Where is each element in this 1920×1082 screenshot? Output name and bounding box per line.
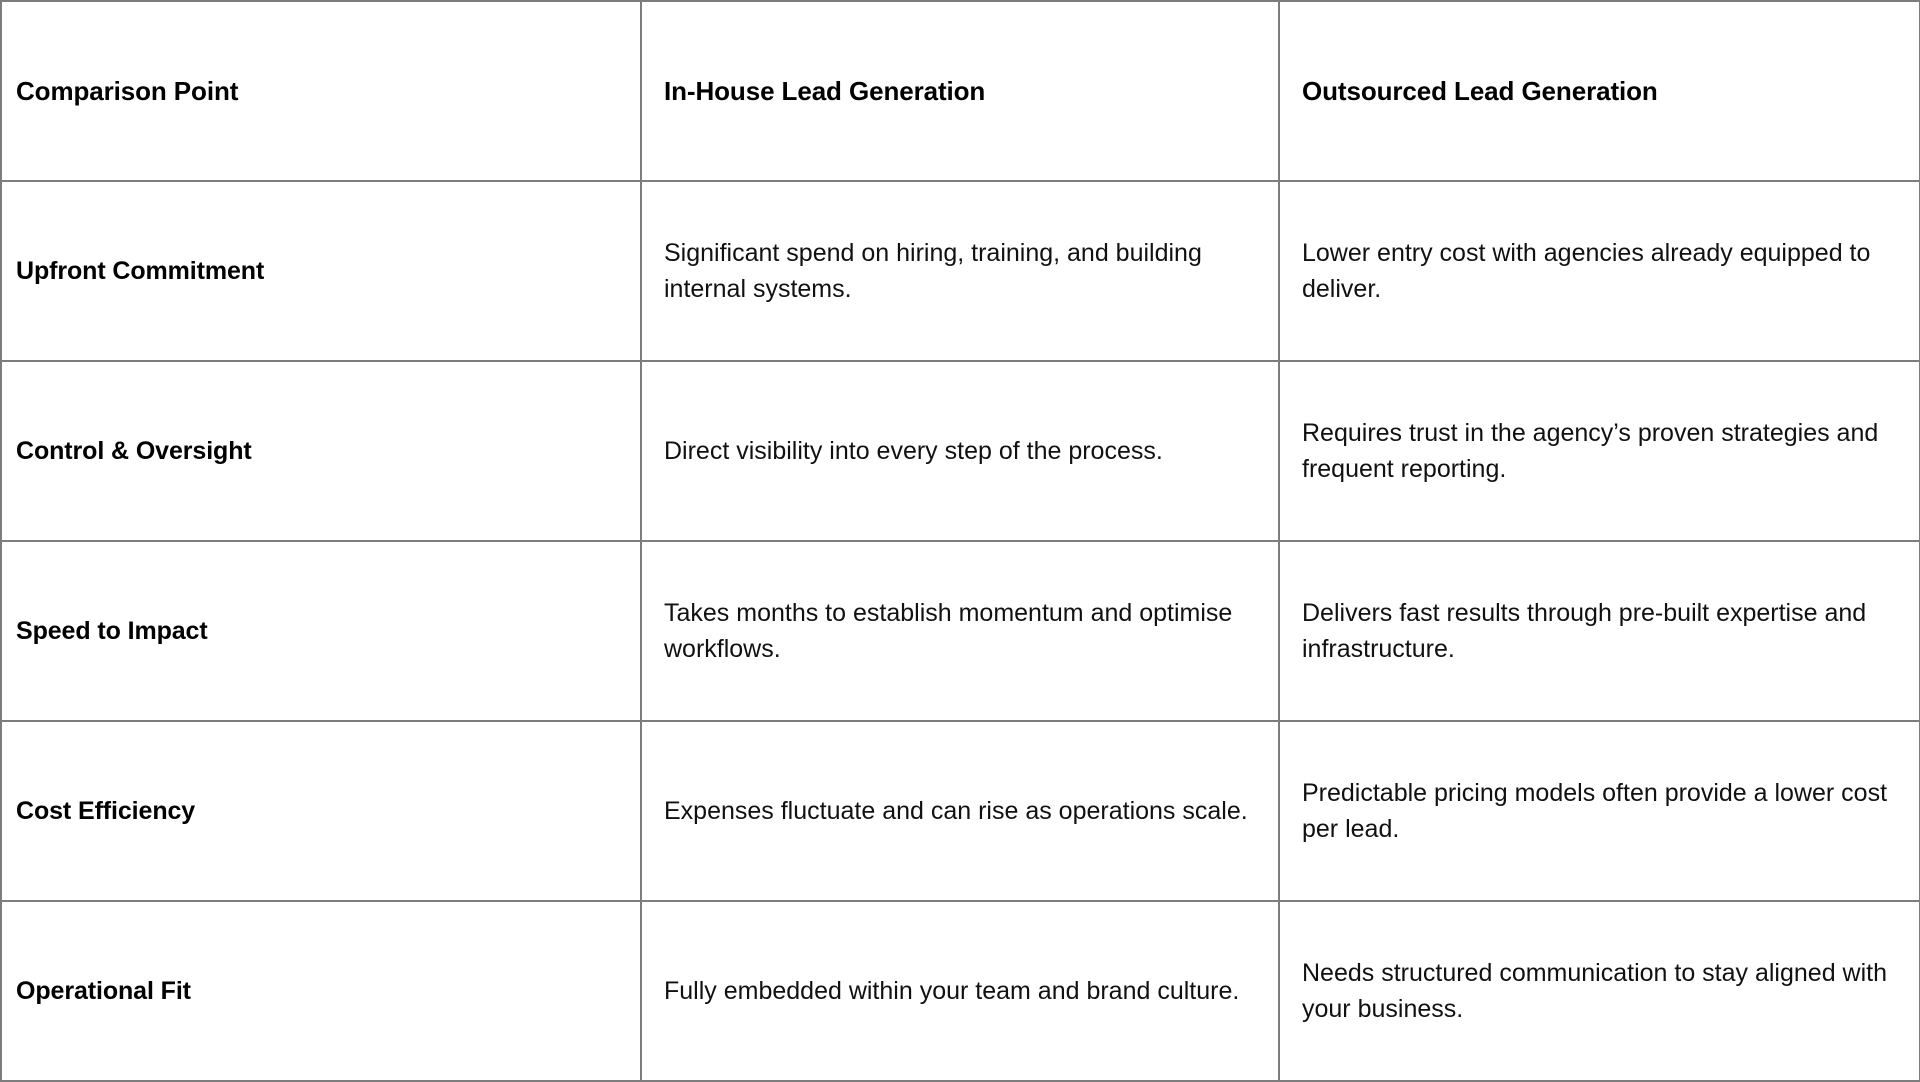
- column-header-outsourced-lead-generation: Outsourced Lead Generation: [1279, 1, 1920, 181]
- row-label-control-and-oversight: Control & Oversight: [1, 361, 641, 541]
- cell-inhouse-cost-efficiency: Expenses fluctuate and can rise as operations scale.: [641, 721, 1279, 901]
- table-row: [1, 361, 1920, 541]
- cell-inhouse-control-and-oversight: Direct visibility into every step of the process.: [641, 361, 1279, 541]
- table-row: [1, 181, 1920, 361]
- row-label-upfront-commitment: Upfront Commitment: [1, 181, 641, 361]
- cell-outsourced-operational-fit: Needs structured communication to stay aligned with your business.: [1279, 901, 1920, 1081]
- row-label-speed-to-impact: Speed to Impact: [1, 541, 641, 721]
- cell-inhouse-operational-fit: Fully embedded within your team and brand culture.: [641, 901, 1279, 1081]
- table-header: [1, 1, 1920, 181]
- cell-outsourced-cost-efficiency: Predictable pricing models often provide a lower cost per lead.: [1279, 721, 1920, 901]
- cell-inhouse-upfront-commitment: Significant spend on hiring, training, and building internal systems.: [641, 181, 1279, 361]
- row-label-operational-fit: Operational Fit: [1, 901, 641, 1081]
- cell-inhouse-speed-to-impact: Takes months to establish momentum and optimise workflows.: [641, 541, 1279, 721]
- cell-outsourced-upfront-commitment: Lower entry cost with agencies already equipped to deliver.: [1279, 181, 1920, 361]
- table-row: [1, 721, 1920, 901]
- table-body: [1, 181, 1920, 1081]
- column-header-in-house-lead-generation: In-House Lead Generation: [641, 1, 1279, 181]
- table-row: [1, 541, 1920, 721]
- row-label-cost-efficiency: Cost Efficiency: [1, 721, 641, 901]
- table-header-row: [1, 1, 1920, 181]
- cell-outsourced-control-and-oversight: Requires trust in the agency’s proven strategies and frequent reporting.: [1279, 361, 1920, 541]
- column-header-comparison-point: Comparison Point: [1, 1, 641, 181]
- cell-outsourced-speed-to-impact: Delivers fast results through pre-built expertise and infrastructure.: [1279, 541, 1920, 721]
- table-row: [1, 901, 1920, 1081]
